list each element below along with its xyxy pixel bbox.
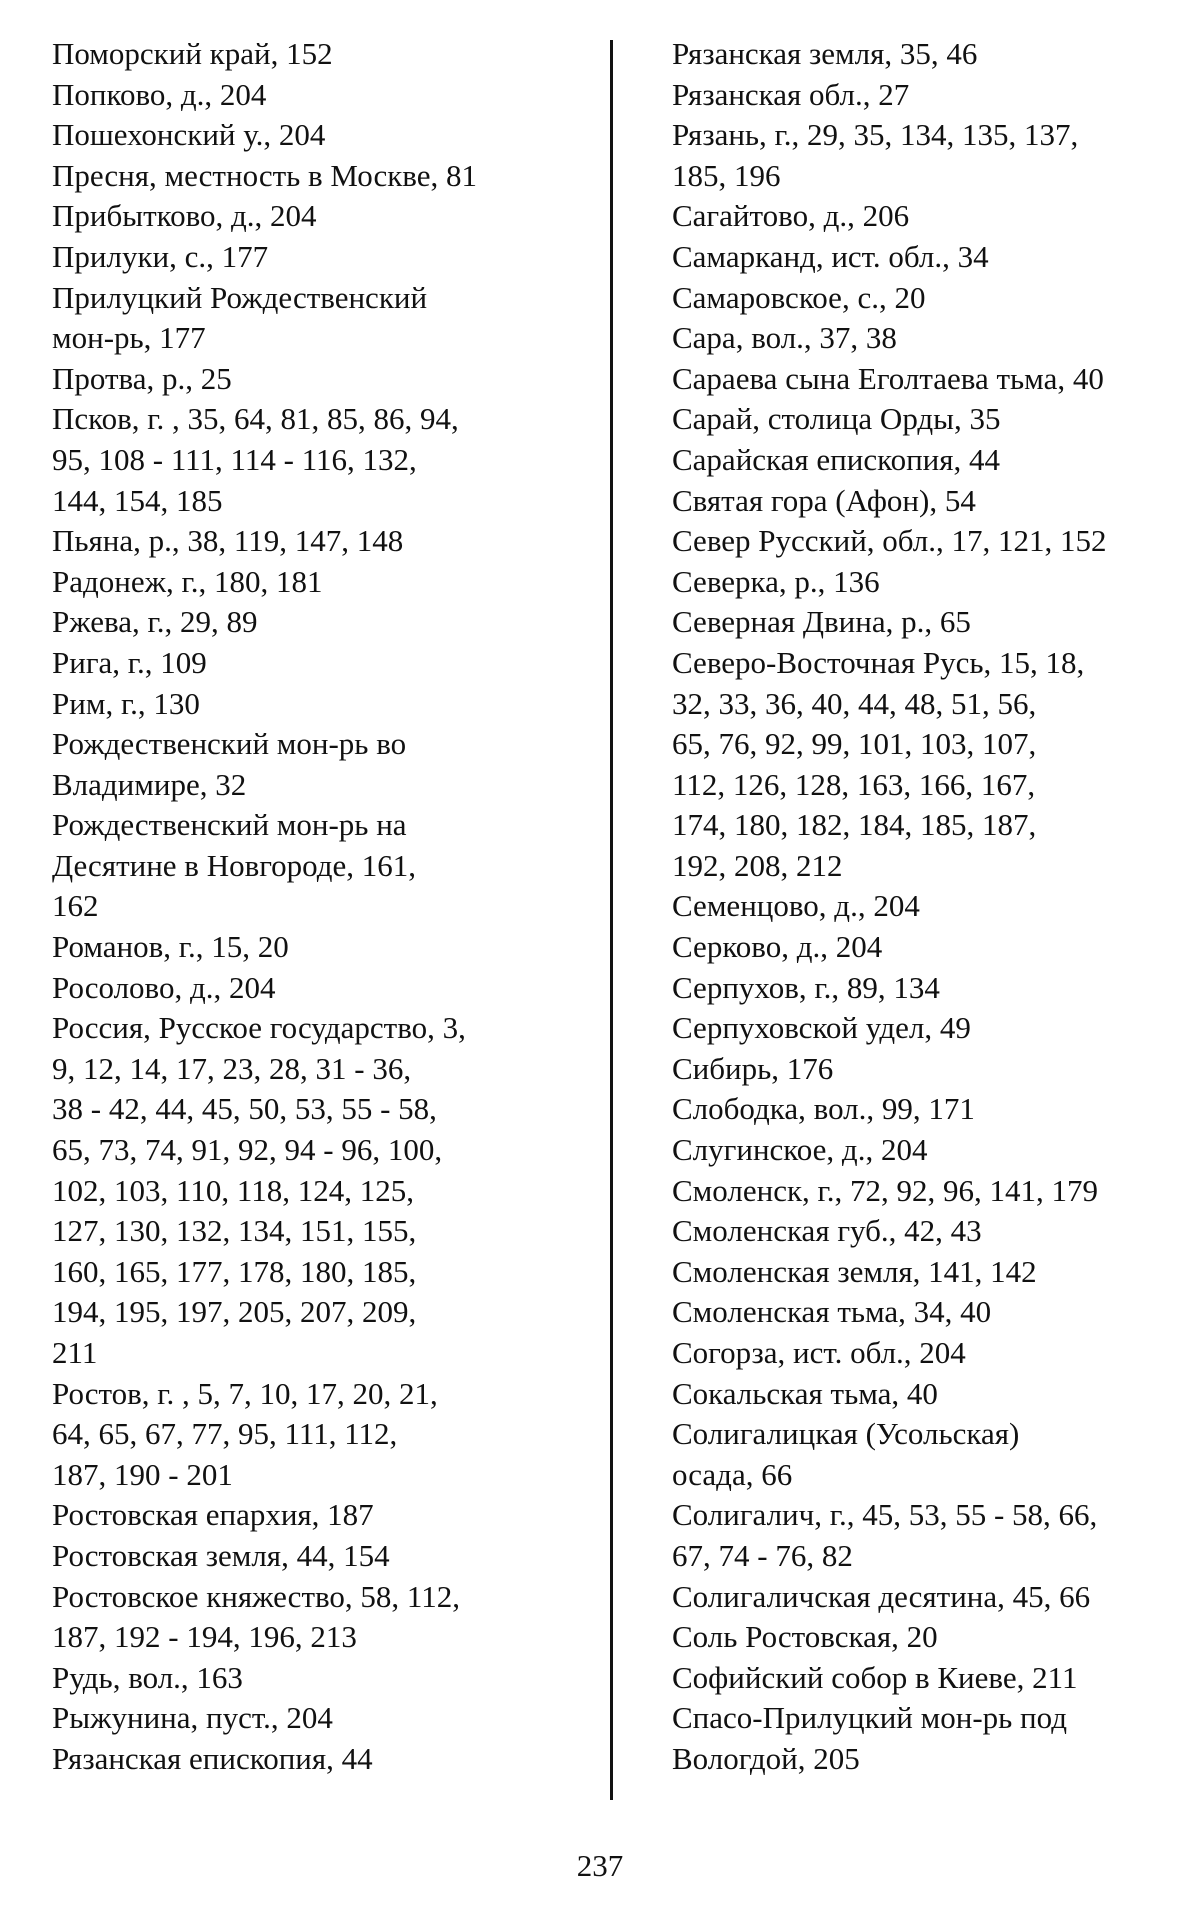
index-entry [672,237,1192,278]
index-entry [672,968,1192,1009]
index-entry-continuation: 102, 103, 110, 118, 124, 125, [100,1171,612,1212]
index-entry-heading: Росолово, д., 204 [100,968,612,1009]
index-entry [672,1089,1192,1130]
index-entry [52,34,612,75]
index-entry-heading: Согорза, ист. обл., 204 [720,1333,1192,1374]
index-entry [52,75,612,116]
index-entry-continuation: 95, 108 - 111, 114 - 116, 132, [100,440,612,481]
column-divider [610,40,613,1800]
index-entry-heading: Серково, д., 204 [720,927,1192,968]
index-entry [672,1171,1192,1212]
index-entry [672,196,1192,237]
index-entry-heading: Сокальская тьма, 40 [720,1374,1192,1415]
index-entry-heading: Рязанская земля, 35, 46 [720,34,1192,75]
index-entry [52,602,612,643]
index-entry [672,440,1192,481]
index-entry [672,602,1192,643]
index-entry-continuation: 192, 208, 212 [720,846,1192,887]
index-entry-continuation: Владимире, 32 [100,765,612,806]
index-entry-heading: Сибирь, 176 [720,1049,1192,1090]
index-entry [52,521,612,562]
index-entry-heading: Сарай, столица Орды, 35 [720,399,1192,440]
index-entry-heading: Северная Двина, р., 65 [720,602,1192,643]
index-entry-heading: Солигалич, г., 45, 53, 55 - 58, 66, [720,1495,1192,1536]
index-entry [52,115,612,156]
index-entry-heading: Пошехонский у., 204 [100,115,612,156]
index-column-left [52,34,612,1780]
index-entry [672,399,1192,440]
index-entry-heading: Поморский край, 152 [100,34,612,75]
index-entry [52,196,612,237]
index-entry [52,684,612,725]
index-entry-heading: Северка, р., 136 [720,562,1192,603]
index-entry [672,1698,1192,1779]
index-entry-heading: Сара, вол., 37, 38 [720,318,1192,359]
index-entry-continuation: 211 [100,1333,612,1374]
index-entry [672,927,1192,968]
index-entry [52,927,612,968]
index-entry-continuation: осада, 66 [720,1455,1192,1496]
index-entry-heading: Смоленская земля, 141, 142 [720,1252,1192,1293]
index-entry [672,1252,1192,1293]
index-entry-heading: Прилуцкий Рождественский [100,278,612,319]
index-entry-continuation: 194, 195, 197, 205, 207, 209, [100,1292,612,1333]
index-entry [672,1414,1192,1495]
index-entry-continuation: 67, 74 - 76, 82 [720,1536,1192,1577]
index-entry [52,1008,612,1373]
index-entry-heading: Романов, г., 15, 20 [100,927,612,968]
index-entry [52,278,612,359]
index-entry [672,359,1192,400]
index-entry [52,1658,612,1699]
index-entry [672,1577,1192,1618]
index-entry-continuation: 9, 12, 14, 17, 23, 28, 31 - 36, [100,1049,612,1090]
index-entry [672,278,1192,319]
index-entry-heading: Ржева, г., 29, 89 [100,602,612,643]
index-entry-continuation: 112, 126, 128, 163, 166, 167, [720,765,1192,806]
index-entry-heading: Россия, Русское государство, 3, [100,1008,612,1049]
index-entry [52,359,612,400]
index-entry-continuation: Вологдой, 205 [720,1739,1192,1780]
index-entry [52,156,612,197]
index-entry-heading: Рыжунина, пуст., 204 [100,1698,612,1739]
index-entry-heading: Радонеж, г., 180, 181 [100,562,612,603]
index-entry-heading: Самарканд, ист. обл., 34 [720,237,1192,278]
index-entry [52,399,612,521]
index-entry-heading: Рига, г., 109 [100,643,612,684]
index-entry-heading: Слугинское, д., 204 [720,1130,1192,1171]
index-entry [672,318,1192,359]
index-entry [52,1536,612,1577]
index-entry [672,1374,1192,1415]
index-entry [52,1739,612,1780]
index-entry-heading: Рождественский мон-рь во [100,724,612,765]
index-entry-continuation: 185, 196 [720,156,1192,197]
index-column-right [672,34,1192,1780]
index-entry [672,886,1192,927]
index-entry [52,724,612,805]
index-entry-continuation: 174, 180, 182, 184, 185, 187, [720,805,1192,846]
index-entry-heading: Ростовское княжество, 58, 112, [100,1577,612,1618]
index-entry [52,562,612,603]
index-entry [672,75,1192,116]
index-entry [52,968,612,1009]
index-entry [672,643,1192,887]
index-entry-heading: Рязань, г., 29, 35, 134, 135, 137, [720,115,1192,156]
index-entry-heading: Рязанская епископия, 44 [100,1739,612,1780]
index-entry-heading: Ростов, г. , 5, 7, 10, 17, 20, 21, [100,1374,612,1415]
index-entry-heading: Соль Ростовская, 20 [720,1617,1192,1658]
index-entry [672,562,1192,603]
index-entry [52,1698,612,1739]
index-entry-continuation: 64, 65, 67, 77, 95, 111, 112, [100,1414,612,1455]
index-entry-heading: Солигаличская десятина, 45, 66 [720,1577,1192,1618]
index-entry-continuation: 32, 33, 36, 40, 44, 48, 51, 56, [720,684,1192,725]
index-entry-heading: Серпухов, г., 89, 134 [720,968,1192,1009]
index-entry [672,115,1192,196]
index-entry [672,521,1192,562]
index-entry [52,1495,612,1536]
index-entry [672,1049,1192,1090]
index-entry-heading: Сагайтово, д., 206 [720,196,1192,237]
index-entry [672,1658,1192,1699]
index-entry-heading: Прибытково, д., 204 [100,196,612,237]
index-entry-heading: Семенцово, д., 204 [720,886,1192,927]
index-entry [672,1617,1192,1658]
index-entry [52,643,612,684]
index-entry [672,1495,1192,1576]
index-entry-heading: Прилуки, с., 177 [100,237,612,278]
index-entry-continuation: 38 - 42, 44, 45, 50, 53, 55 - 58, [100,1089,612,1130]
index-entry-heading: Святая гора (Афон), 54 [720,481,1192,522]
index-entry [672,1130,1192,1171]
index-entry-continuation: 144, 154, 185 [100,481,612,522]
index-entry-heading: Протва, р., 25 [100,359,612,400]
index-entry-heading: Самаровское, с., 20 [720,278,1192,319]
index-entry-heading: Рождественский мон-рь на [100,805,612,846]
index-entry [672,1333,1192,1374]
index-entry [672,34,1192,75]
index-entry-heading: Смоленская губ., 42, 43 [720,1211,1192,1252]
index-entry-continuation: 65, 76, 92, 99, 101, 103, 107, [720,724,1192,765]
index-entry-continuation: 187, 190 - 201 [100,1455,612,1496]
page-number: 237 [0,1848,1200,1884]
index-entry-continuation: 65, 73, 74, 91, 92, 94 - 96, 100, [100,1130,612,1171]
index-entry [52,237,612,278]
index-entry-heading: Рудь, вол., 163 [100,1658,612,1699]
index-entry-heading: Пресня, местность в Москве, 81 [100,156,612,197]
index-entry-continuation: мон-рь, 177 [100,318,612,359]
index-entry-heading: Попково, д., 204 [100,75,612,116]
index-entry [672,1008,1192,1049]
index-entry-continuation: 162 [100,886,612,927]
index-entry-continuation: 127, 130, 132, 134, 151, 155, [100,1211,612,1252]
index-entry [52,1374,612,1496]
index-entry-heading: Солигалицкая (Усольская) [720,1414,1192,1455]
index-entry-heading: Рим, г., 130 [100,684,612,725]
index-entry-heading: Слободка, вол., 99, 171 [720,1089,1192,1130]
index-entry-heading: Серпуховской удел, 49 [720,1008,1192,1049]
index-entry-heading: Смоленск, г., 72, 92, 96, 141, 179 [720,1171,1192,1212]
index-entry-heading: Ростовская епархия, 187 [100,1495,612,1536]
index-entry [52,1577,612,1658]
index-entry-heading: Сарайская епископия, 44 [720,440,1192,481]
index-entry-continuation: 187, 192 - 194, 196, 213 [100,1617,612,1658]
index-entry-heading: Софийский собор в Киеве, 211 [720,1658,1192,1699]
index-entry-heading: Северо-Восточная Русь, 15, 18, [720,643,1192,684]
index-entry-heading: Смоленская тьма, 34, 40 [720,1292,1192,1333]
index-entry-heading: Рязанская обл., 27 [720,75,1192,116]
index-entry-heading: Север Русский, обл., 17, 121, 152 [720,521,1192,562]
index-entry-heading: Пьяна, р., 38, 119, 147, 148 [100,521,612,562]
index-entry-continuation: Десятине в Новгороде, 161, [100,846,612,887]
index-entry [672,1211,1192,1252]
index-entry [672,481,1192,522]
index-entry-heading: Псков, г. , 35, 64, 81, 85, 86, 94, [100,399,612,440]
index-entry [672,1292,1192,1333]
index-entry-heading: Ростовская земля, 44, 154 [100,1536,612,1577]
index-entry [52,805,612,927]
index-entry-heading: Спасо-Прилуцкий мон-рь под [720,1698,1192,1739]
index-entry-continuation: 160, 165, 177, 178, 180, 185, [100,1252,612,1293]
index-entry-heading: Сараева сына Еголтаева тьма, 40 [720,359,1192,400]
